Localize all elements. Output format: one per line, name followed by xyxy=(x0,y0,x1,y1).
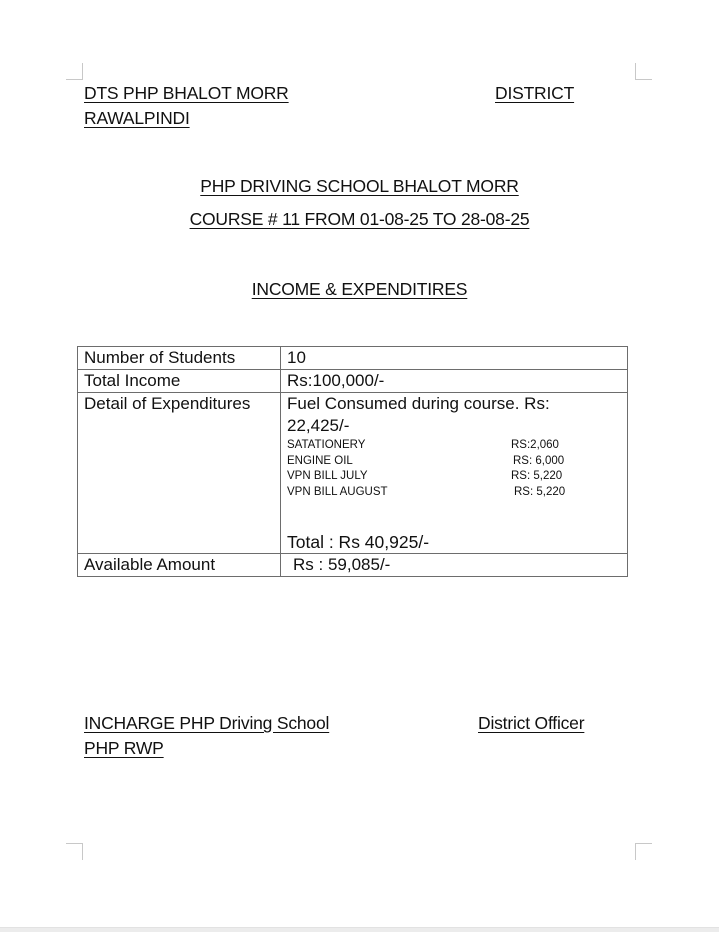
table-row xyxy=(78,347,628,370)
row-label: Number of Students xyxy=(78,347,281,370)
table-row xyxy=(78,554,628,577)
expense-amount: RS: 5,220 xyxy=(511,470,563,482)
section-title: INCOME & EXPENDITIRES xyxy=(251,279,468,299)
table-row xyxy=(78,393,628,554)
header-left-line1: DTS PHP BHALOT MORR xyxy=(84,83,289,103)
expenditure-details xyxy=(281,393,628,554)
expense-name: VPN BILL JULY xyxy=(287,470,368,482)
income-expenditure-table xyxy=(77,346,628,577)
expenditure-total: Total : Rs 40,925/- xyxy=(287,532,430,552)
expense-amount: RS:2,060 xyxy=(511,439,559,451)
signature-right: District Officer xyxy=(478,713,585,733)
header-left-line2: RAWALPINDI xyxy=(84,108,190,128)
course-title: COURSE # 11 FROM 01-08-25 TO 28-08-25 xyxy=(189,209,530,229)
signature-left-line2: PHP RWP xyxy=(84,738,164,758)
fuel-line2: 22,425/- xyxy=(287,416,350,435)
row-value: Rs : 59,085/- xyxy=(281,554,628,577)
table-row xyxy=(78,370,628,393)
expense-item xyxy=(287,485,627,501)
row-value: 10 xyxy=(281,347,628,370)
school-title: PHP DRIVING SCHOOL BHALOT MORR xyxy=(200,176,519,196)
margin-corner-mark xyxy=(66,843,83,860)
row-label: Detail of Expenditures xyxy=(78,393,281,554)
page-edge xyxy=(0,927,719,932)
header-right: DISTRICT xyxy=(495,83,575,103)
row-label: Available Amount xyxy=(78,554,281,577)
margin-corner-mark xyxy=(635,843,652,860)
margin-corner-mark xyxy=(66,63,83,80)
expense-name: ENGINE OIL xyxy=(287,454,353,467)
expense-item xyxy=(287,469,627,485)
expense-item xyxy=(287,454,627,470)
row-value: Rs:100,000/- xyxy=(281,370,628,393)
fuel-line1: Fuel Consumed during course. Rs: xyxy=(287,394,550,413)
row-label: Total Income xyxy=(78,370,281,393)
expense-items xyxy=(287,438,627,500)
expense-item xyxy=(287,438,627,454)
expense-name: SATATIONERY xyxy=(287,439,366,451)
signature-left-line1: INCHARGE PHP Driving School xyxy=(84,713,330,733)
expense-amount: RS: 6,000 xyxy=(513,454,565,467)
expense-name: VPN BILL AUGUST xyxy=(287,485,388,498)
margin-corner-mark xyxy=(635,63,652,80)
expense-amount: RS: 5,220 xyxy=(514,485,566,498)
